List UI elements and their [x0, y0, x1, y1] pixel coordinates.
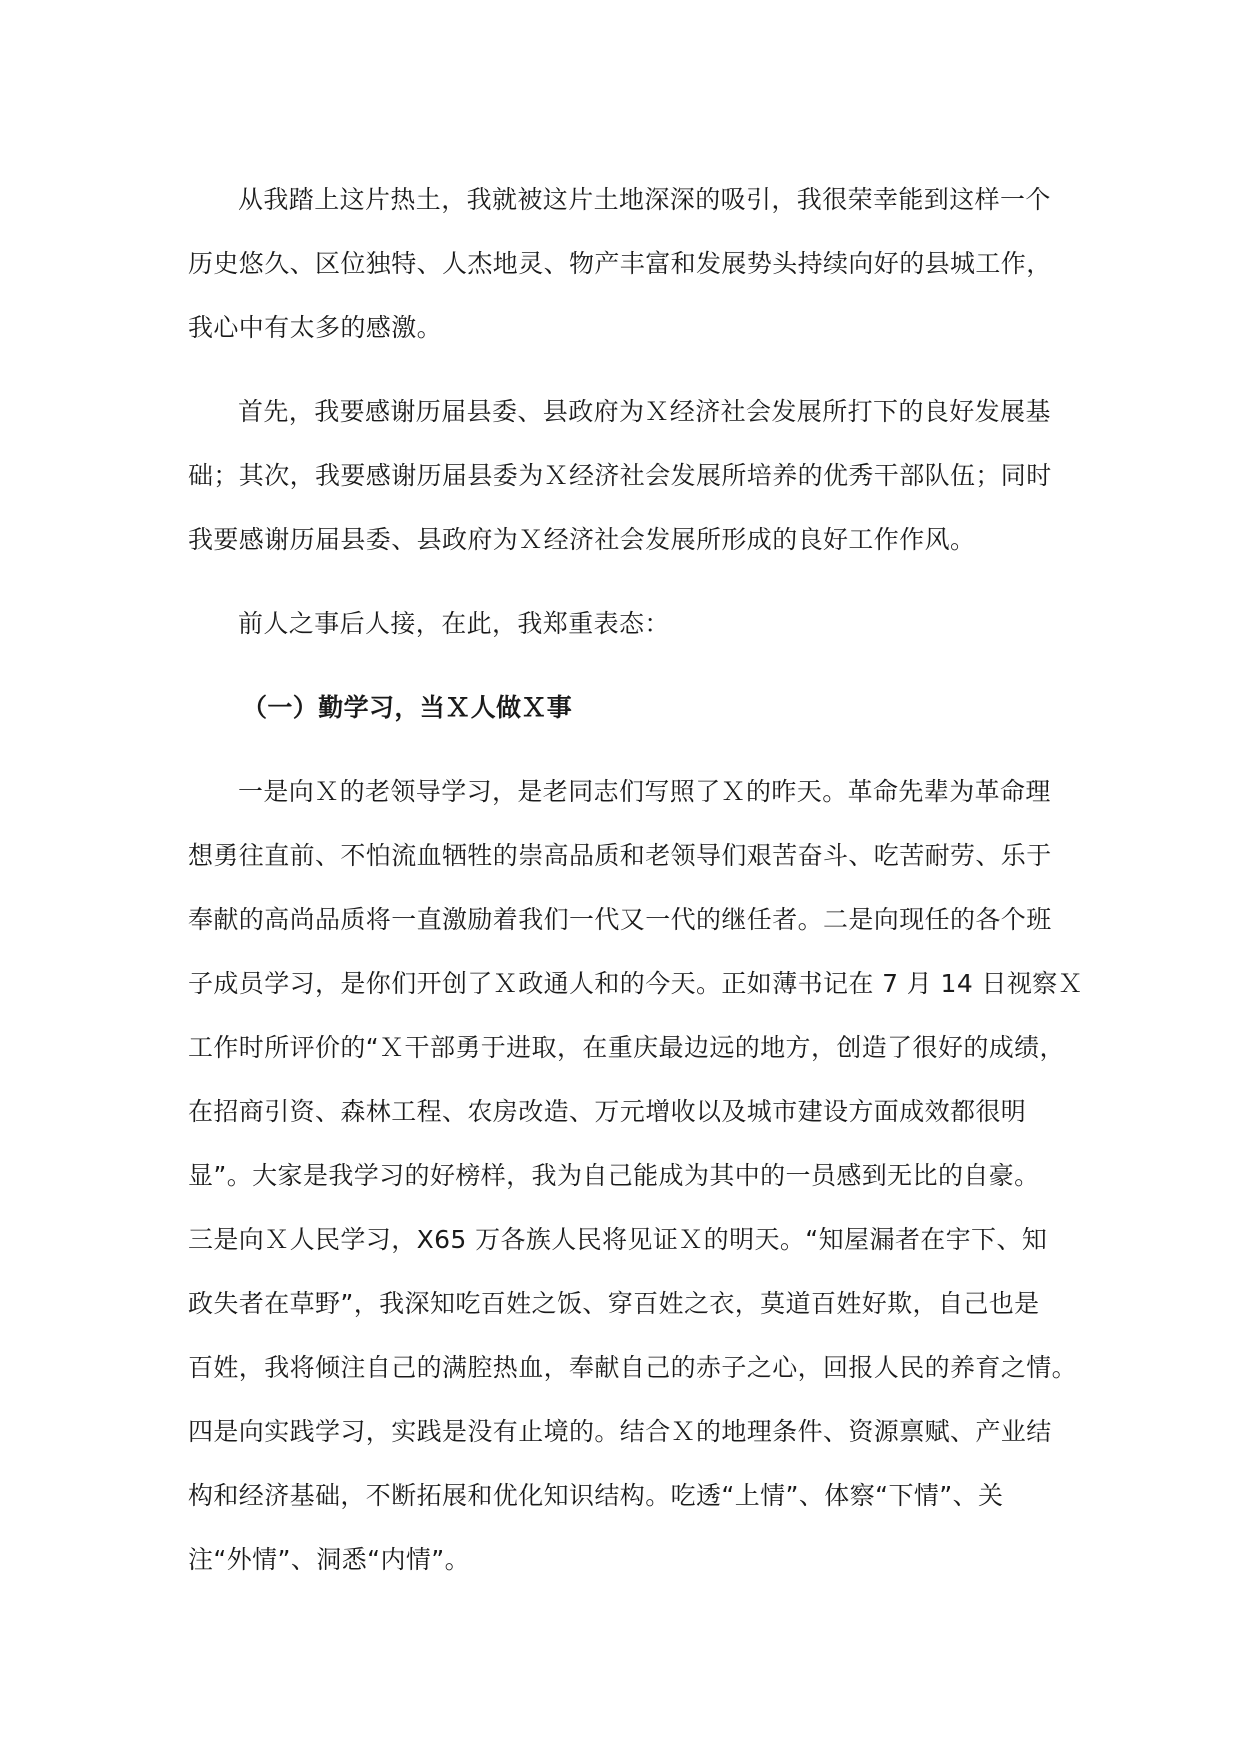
document-body [188, 168, 1084, 1592]
text-line: 从我踏上这片热土，我就被这片土地深深的吸引，我很荣幸能到这样一个 [238, 185, 1051, 214]
text-line: 础；其次，我要感谢历届县委为Ｘ经济社会发展所培养的优秀干部队伍；同时 [188, 461, 1052, 490]
text-line: 历史悠久、区位独特、人杰地灵、物产丰富和发展势头持续向好的县城工作， [188, 249, 1052, 278]
text-line: 注“外情”、洞悉“内情”。 [188, 1545, 471, 1574]
section-heading: （一）勤学习，当Ｘ人做Ｘ事 [242, 693, 573, 722]
intro-paragraph [188, 168, 1068, 360]
text-line: 我心中有太多的感激。 [188, 313, 443, 342]
text-line: 想勇往直前、不怕流血牺牲的崇高品质和老领导们艰苦奋斗、吃苦耐劳、乐于 [188, 841, 1052, 870]
text-line: 一是向Ｘ的老领导学习，是老同志们写照了Ｘ的昨天。革命先辈为革命理 [238, 777, 1051, 806]
pledge-paragraph [188, 592, 1068, 656]
paragraph-spacer [188, 360, 1068, 380]
text-line: 前人之事后人接，在此，我郑重表态： [238, 609, 670, 638]
paragraph-spacer [188, 656, 1068, 676]
text-line: 显”。大家是我学习的好榜样，我为自己能成为其中的一员感到无比的自豪。 [188, 1161, 1040, 1190]
text-line: 四是向实践学习，实践是没有止境的。结合Ｘ的地理条件、资源禀赋、产业结 [188, 1417, 1052, 1446]
paragraph-spacer [188, 572, 1068, 592]
thanks-paragraph [188, 380, 1068, 572]
text-line: 政失者在草野”，我深知吃百姓之饭、穿百姓之衣，莫道百姓好欺，自己也是 [188, 1289, 1040, 1318]
paragraph-spacer [188, 740, 1068, 760]
text-line: 我要感谢历届县委、县政府为Ｘ经济社会发展所形成的良好工作作风。 [188, 525, 976, 554]
text-line: 构和经济基础，不断拓展和优化知识结构。吃透“上情”、体察“下情”、关 [188, 1481, 1004, 1510]
text-line: 工作时所评价的“Ｘ干部勇于进取，在重庆最边远的地方，创造了很好的成绩， [188, 1033, 1065, 1062]
text-line: 百姓，我将倾注自己的满腔热血，奉献自己的赤子之心，回报人民的养育之情。 [188, 1353, 1078, 1382]
text-line: 三是向Ｘ人民学习，X65 万各族人民将见证Ｘ的明天。“知屋漏者在宇下、知 [188, 1225, 1048, 1254]
text-line: 在招商引资、森林工程、农房改造、万元增收以及城市建设方面成效都很明 [188, 1097, 1027, 1126]
text-line: 子成员学习，是你们开创了Ｘ政通人和的今天。正如薄书记在 7 月 14 日视察Ｘ [188, 969, 1084, 998]
study-paragraph [188, 760, 1084, 1592]
text-line: 首先，我要感谢历届县委、县政府为Ｘ经济社会发展所打下的良好发展基 [238, 397, 1051, 426]
text-line: 奉献的高尚品质将一直激励着我们一代又一代的继任者。二是向现任的各个班 [188, 905, 1052, 934]
